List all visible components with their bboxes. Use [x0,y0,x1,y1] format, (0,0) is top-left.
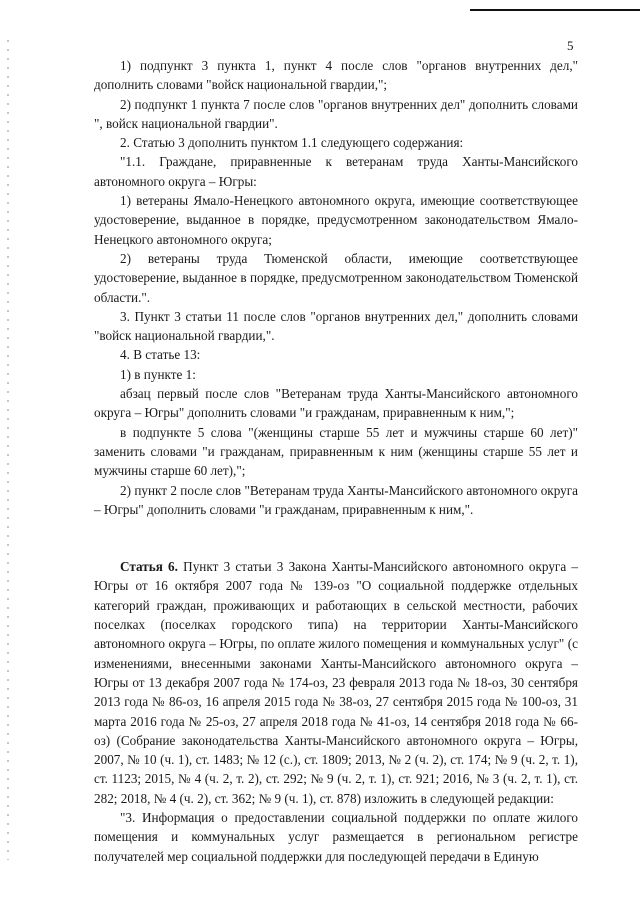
paragraph: 3. Пункт 3 статьи 11 после слов "органов внутренних дел," дополнить словами "войск национальной гвардии,". [94,308,578,344]
article-6-paragraph [94,557,578,808]
article-6-heading: Статья 6. [120,559,178,575]
paragraph: "3. Информация о предоставлении социальной поддержки по оплате жилого помещения и коммунальных услуг размещается в региональном регистре получателей мер социальной поддержки для последующей передачи в Единую [94,809,578,864]
top-rule [470,9,640,11]
paragraph: в подпункте 5 слова "(женщины старше 55 лет и мужчины старше 60 лет)" заменить словами "и гражданам, приравненным к ним (женщины старше 55 лет и мужчины старше 60 лет),"; [94,424,578,479]
article-6-text: Пункт 3 статьи 3 Закона Ханты-Мансийского автономного округа – Югры от 16 октября 2007 года № 139-оз "О социальной поддержке отдельных категорий граждан, проживающих и работающих в сельской местности, рабочих поселках (поселках городского типа) на территории Ханты-Мансийского автономного округа – Югры, по оплате жилого помещения и коммунальных услуг" (с изменениями, внесенными законами Ханты-Мансийского автономного округа – Югры от 13 декабря 2007 года № 174-оз, 23 февраля 2013 года № 18-оз, 30 сентября 2013 года № 86-оз, 16 апреля 2015 года № 38-оз, 27 сентября 2015 года № 100-оз, 31 марта 2016 года № 25-оз, 27 апреля 2018 года № 41-оз, 14 сентября 2018 года № 66-оз) (Собрание законодательства Ханты-Мансийского автономного округа – Югры, 2007, № 10 (ч. 1), ст. 1483; № 12 (с.), ст. 1809; 2013, № 2 (ч. 2), ст. 174; № 9 (ч. 2, т. 1), ст. 1123; 2015, № 4 (ч. 2, т. 2), ст. 292; № 9 (ч. 2, т. 1), ст. 921; 2016, № 3 (ч. 2, т. 1), ст. 282; 2018, № 4 (ч. 2), ст. 362; № 9 (ч. 1), ст. 878) изложить в следующей редакции: [94,559,579,806]
paragraph: 1) ветераны Ямало-Ненецкого автономного округа, имеющие соответствующее удостоверение, выданное в порядке, предусмотренном законодательством Ямало-Ненецкого автономного округа; [94,193,578,247]
section-gap [94,519,578,557]
paragraph: 1) в пункте 1: [120,366,196,382]
paragraph: 2. Статью 3 дополнить пунктом 1.1 следующего содержания: [120,135,464,151]
page-number: 5 [567,38,574,53]
paragraph: абзац первый после слов "Ветеранам труда Ханты-Мансийского автономного округа – Югры" дополнить словами "и гражданам, приравненным к ним,"; [94,386,578,421]
paragraph: 2) пункт 2 после слов "Ветеранам труда Ханты-Мансийского автономного округа – Югры" дополнить словами "и гражданам, приравненным к ним,". [94,482,578,517]
document-body [94,56,578,866]
paragraph: 1) подпункт 3 пункта 1, пункт 4 после слов "органов внутренних дел," дополнить словами "войск национальной гвардии,"; [94,58,578,93]
paragraph: 2) подпункт 1 пункта 7 после слов "органов внутренних дел" дополнить словами ", войск национальной гвардии". [94,96,578,131]
paragraph: 2) ветераны труда Тюменской области, имеющие соответствующее удостоверение, выданное в порядке, предусмотренном законодательством Тюменской области.". [94,250,578,305]
paragraph: "1.1. Граждане, приравненные к ветеранам труда Ханты-Мансийского автономного округа – Югры: [94,154,578,189]
paragraph: 4. В статье 13: [120,347,201,363]
scan-margin-artifact [7,40,9,860]
